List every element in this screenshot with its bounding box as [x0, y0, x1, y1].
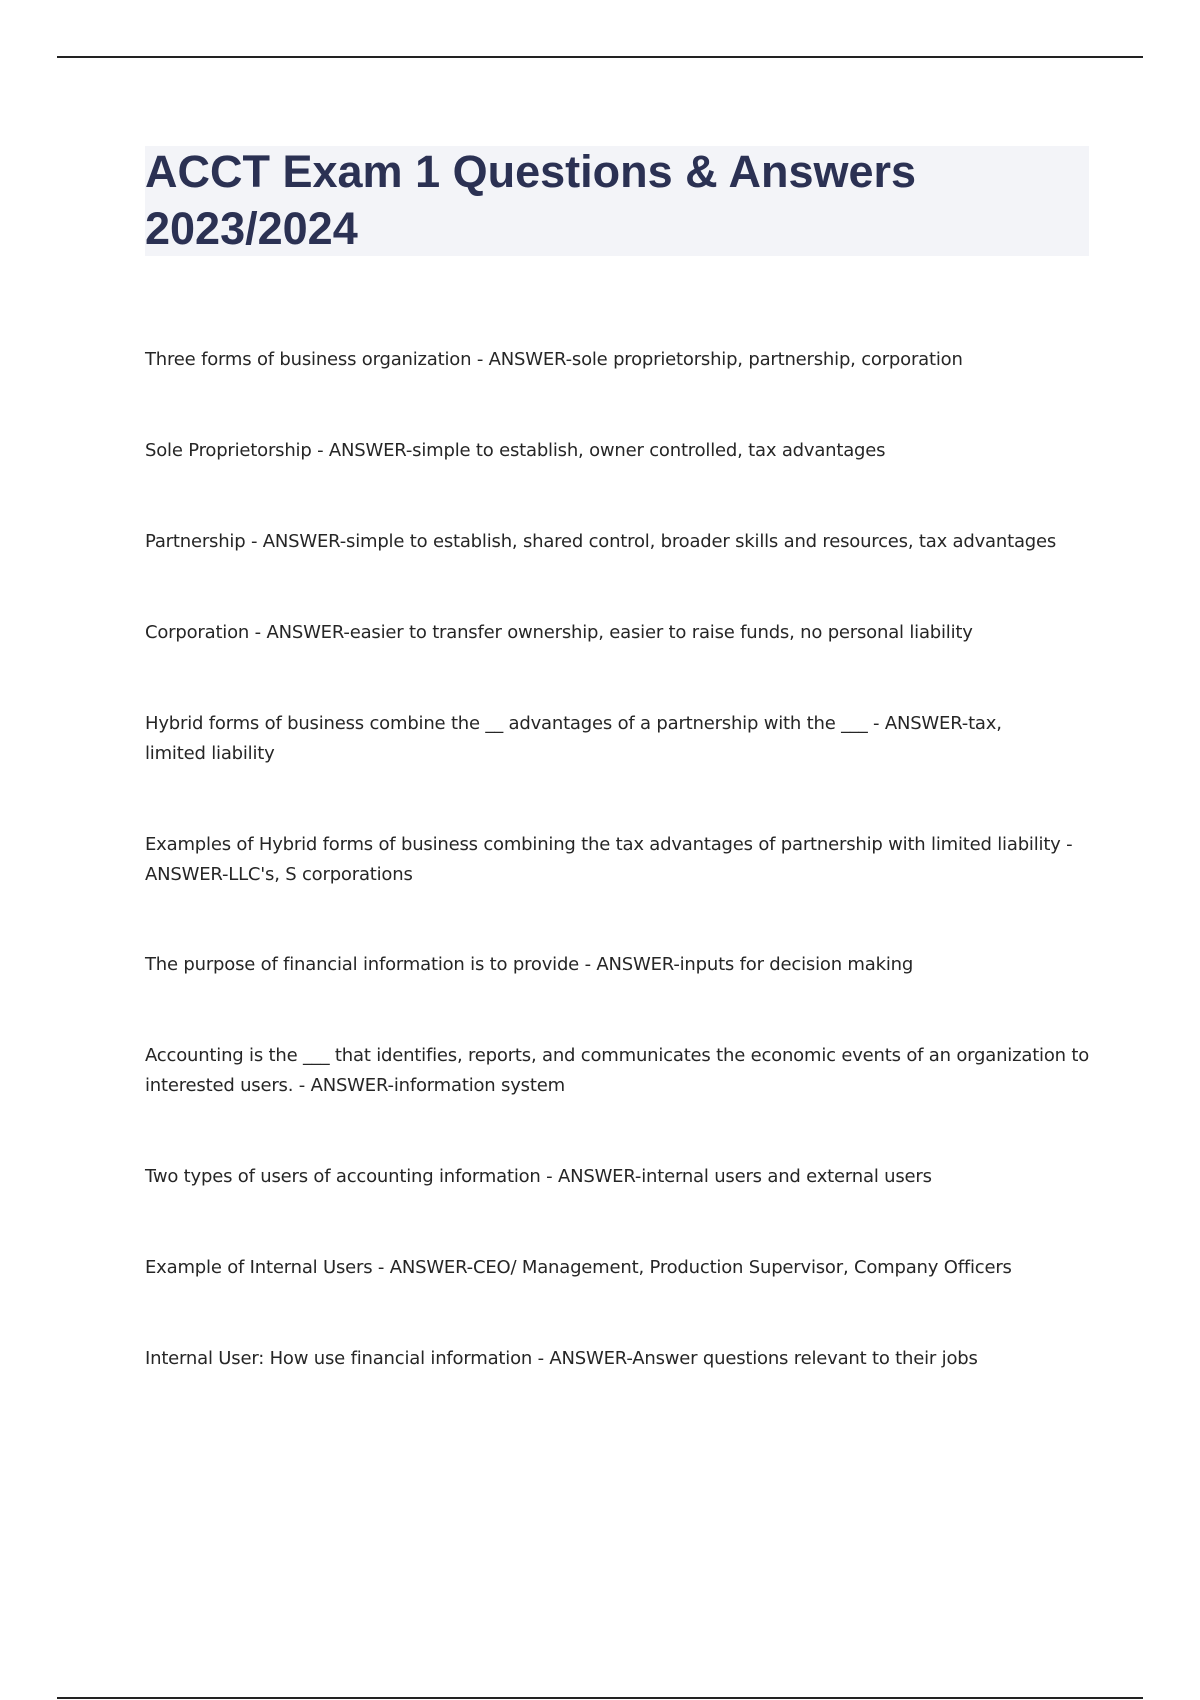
qa-item: Example of Internal Users - ANSWER-CEO/ Management, Production Supervisor, Company Officers — [145, 1257, 1012, 1278]
qa-item: Three forms of business organization - ANSWER-sole proprietorship, partnership, corporation — [145, 349, 963, 370]
qa-item: Examples of Hybrid forms of business combining the tax advantages of partnership with limited liability - ANSWER-LLC's, S corporations — [145, 834, 1073, 885]
qa-item: Corporation - ANSWER-easier to transfer ownership, easier to raise funds, no personal liability — [145, 622, 973, 643]
qa-item: Internal User: How use financial information - ANSWER-Answer questions relevant to their jobs — [145, 1348, 978, 1369]
qa-item: Hybrid forms of business combine the __ advantages of a partnership with the ___ - ANSWER-tax, limited liability — [145, 713, 1002, 764]
qa-item: Accounting is the ___ that identifies, reports, and communicates the economic events of an organization to interested users. - ANSWER-information system — [145, 1045, 1090, 1096]
qa-item: Partnership - ANSWER-simple to establish, shared control, broader skills and resources, tax advantages — [145, 531, 1057, 552]
qa-item: Two types of users of accounting information - ANSWER-internal users and external users — [145, 1166, 932, 1187]
document-title: ACCT Exam 1 Questions & Answers 2023/2024 — [145, 146, 917, 254]
footer-rule — [57, 1697, 1143, 1699]
header-rule — [57, 56, 1143, 58]
qa-item: The purpose of financial information is to provide - ANSWER-inputs for decision making — [145, 954, 914, 975]
qa-item: Sole Proprietorship - ANSWER-simple to establish, owner controlled, tax advantages — [145, 440, 886, 461]
title-block — [145, 146, 1089, 256]
